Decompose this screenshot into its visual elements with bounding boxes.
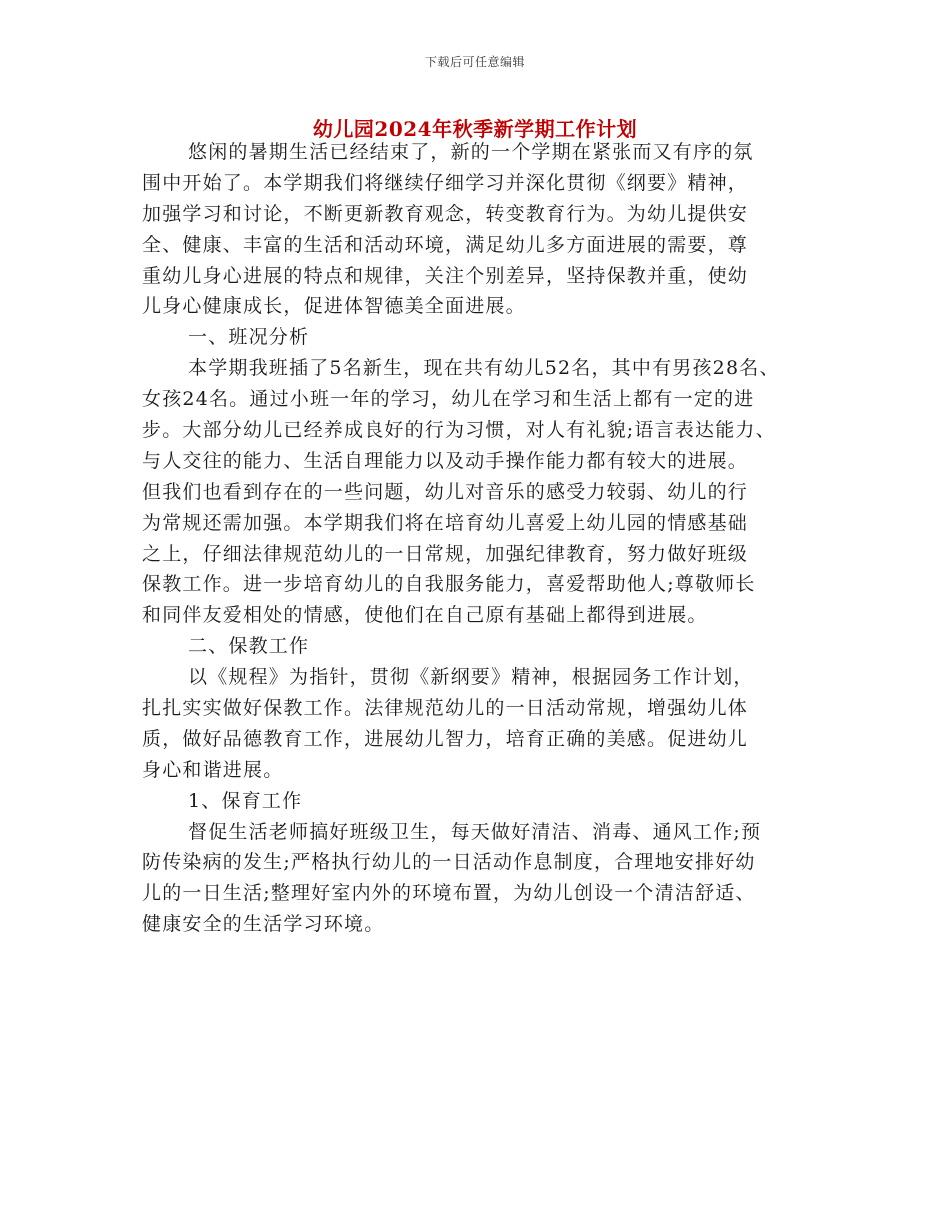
page-header-note: 下载后可任意编辑 [424, 55, 525, 69]
body-line: 为常规还需加强。本学期我们将在培育幼儿喜爱上幼儿园的情感基础 [142, 511, 749, 534]
section-heading: 一、班况分析 [188, 326, 310, 349]
body-line: 督促生活老师搞好班级卫生，每天做好清洁、消毒、通风工作;预 [188, 820, 762, 843]
body-line: 之上，仔细法律规范幼儿的一日常规，加强纪律教育，努力做好班级 [142, 542, 749, 565]
body-line: 扎扎实实做好保教工作。法律规范幼儿的一日活动常规，增强幼儿体 [142, 697, 749, 720]
body-line: 女孩24名。通过小班一年的学习，幼儿在学习和生活上都有一定的进 [142, 388, 755, 411]
body-line: 儿的一日生活;整理好室内外的环境布置，为幼儿创设一个清洁舒适、 [142, 882, 756, 905]
body-line: 保教工作。进一步培育幼儿的自我服务能力，喜爱帮助他人;尊敬师长 [142, 573, 756, 596]
body-line: 儿身心健康成长，促进体智德美全面进展。 [142, 295, 526, 318]
body-line: 重幼儿身心进展的特点和规律，关注个别差异，坚持保教并重，使幼 [142, 264, 749, 287]
body-line: 身心和谐进展。 [142, 758, 284, 781]
document-title: 幼儿园2024年秋季新学期工作计划 [312, 117, 638, 141]
body-line: 质，做好品德教育工作，进展幼儿智力，培育正确的美感。促进幼儿 [142, 727, 749, 750]
body-line: 全、健康、丰富的生活和活动环境，满足幼儿多方面进展的需要，尊 [142, 233, 749, 256]
body-line: 和同伴友爱相处的情感，使他们在自己原有基础上都得到进展。 [142, 604, 708, 627]
body-line: 加强学习和讨论，不断更新教育观念，转变教育行为。为幼儿提供安 [142, 202, 749, 225]
body-line: 步。大部分幼儿已经养成良好的行为习惯，对人有礼貌;语言表达能力、 [142, 419, 776, 442]
body-line: 围中开始了。本学期我们将继续仔细学习并深化贯彻《纲要》精神， [142, 171, 749, 194]
body-line: 悠闲的暑期生活已经结束了，新的一个学期在紧张而又有序的氛 [188, 141, 754, 163]
body-line: 健康安全的生活学习环境。 [142, 913, 385, 936]
document-body [142, 137, 822, 940]
body-line: 以《规程》为指针，贯彻《新纲要》精神，根据园务工作计划， [188, 666, 754, 689]
body-line: 与人交往的能力、生活自理能力以及动手操作能力都有较大的进展。 [142, 449, 749, 472]
body-line: 但我们也看到存在的一些问题，幼儿对音乐的感受力较弱、幼儿的行 [142, 480, 749, 503]
body-line: 本学期我班插了5名新生，现在共有幼儿52名，其中有男孩28名、 [188, 357, 780, 380]
subsection-heading: 1、保育工作 [188, 789, 303, 812]
body-line: 防传染病的发生;严格执行幼儿的一日活动作息制度，合理地安排好幼 [142, 851, 756, 874]
section-heading: 二、保教工作 [188, 635, 310, 658]
